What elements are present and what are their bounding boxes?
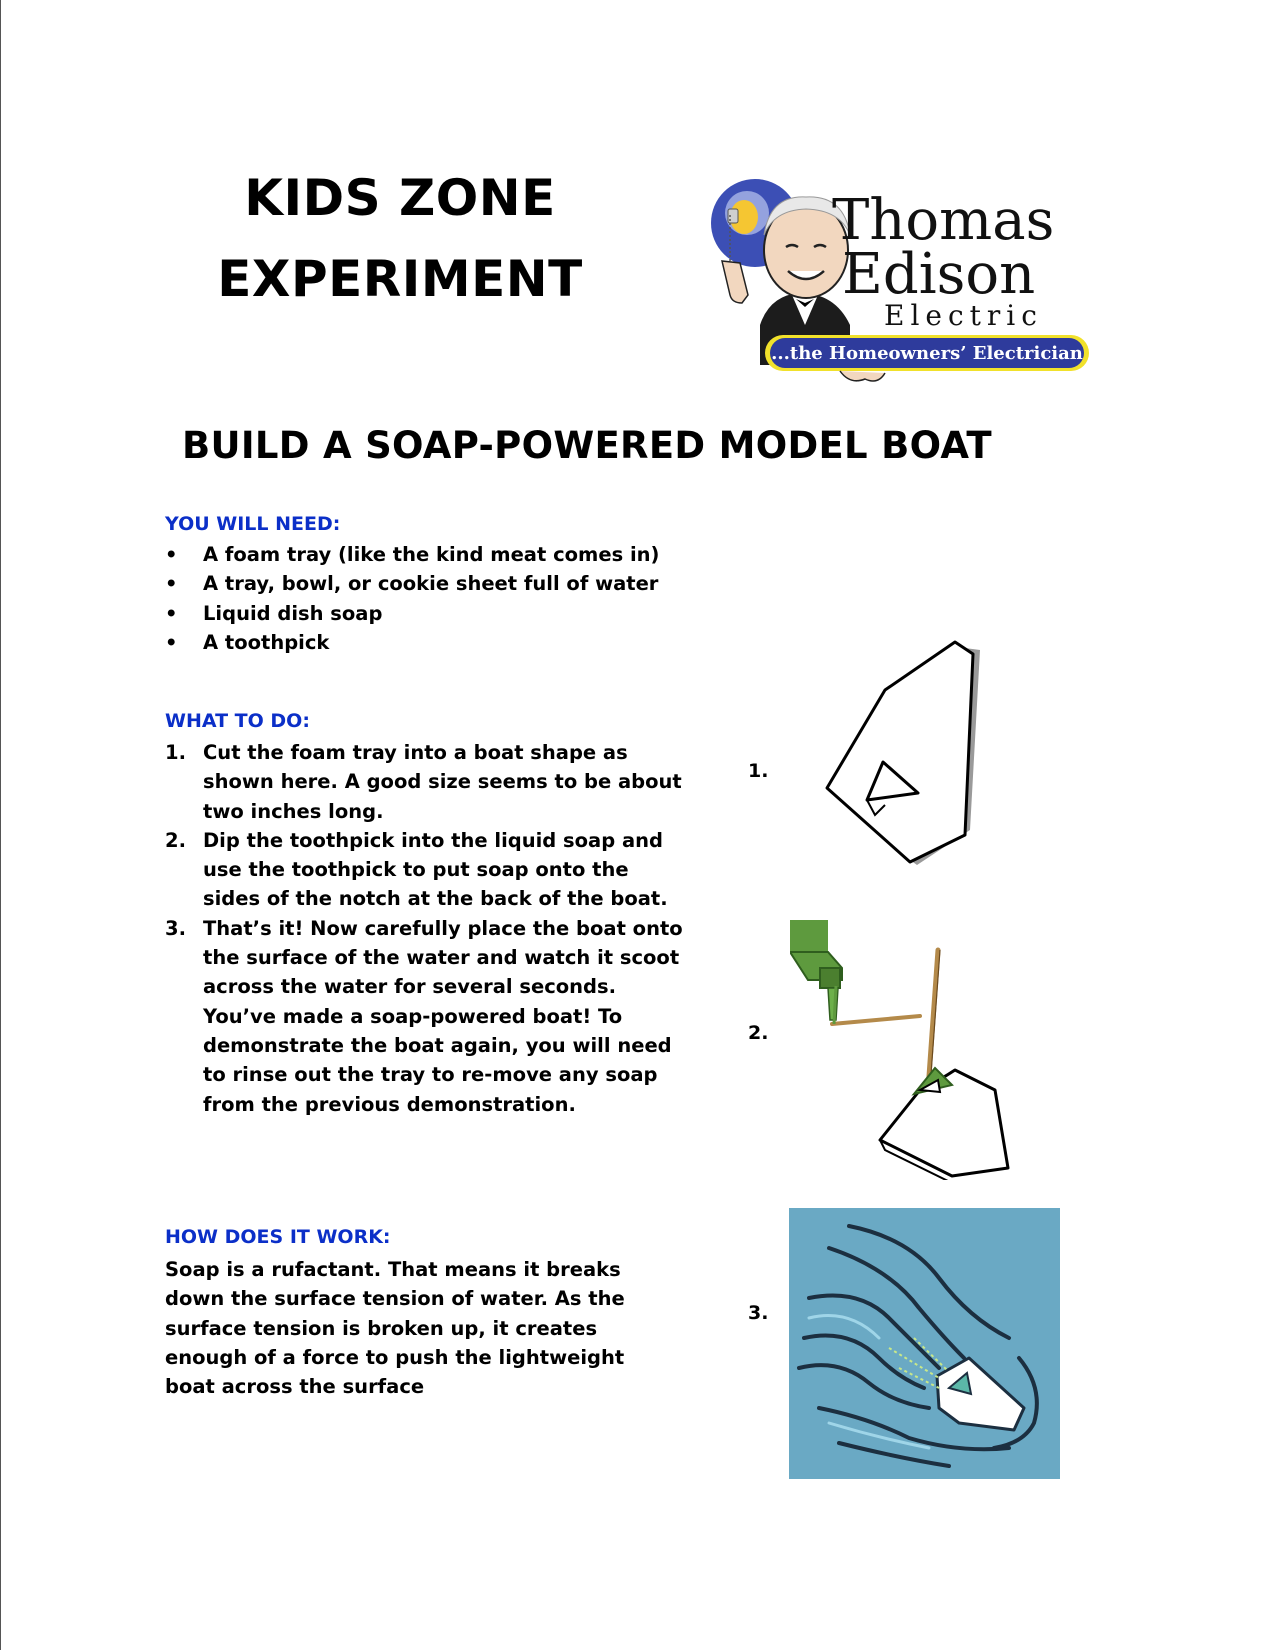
step-text: That’s it! Now carefully place the boat onto the surface of the water and watch it scoot across the water for several seconds. You’ve made a soap-powered boat! To demonstrate the boat again, you will need to rinse out the tray to re-move any soap from the previous demonstration. bbox=[203, 916, 683, 1116]
figure-label-3: 3. bbox=[748, 1302, 769, 1324]
page-edge bbox=[0, 0, 1, 1650]
what-to-do-heading: WHAT TO DO: bbox=[165, 710, 310, 732]
logo-name-line2: Edison bbox=[842, 242, 1036, 307]
boat-shape-illustration bbox=[815, 640, 1025, 880]
company-logo bbox=[700, 175, 1092, 405]
title-line-1: KIDS ZONE bbox=[244, 169, 556, 227]
list-item: • Liquid dish soap bbox=[165, 599, 725, 628]
title-line-2: EXPERIMENT bbox=[217, 250, 583, 308]
figure-label-2: 2. bbox=[748, 1022, 769, 1044]
soap-toothpick-illustration bbox=[790, 920, 1060, 1180]
step-text: Dip the toothpick into the liquid soap and use the toothpick to put soap onto the sides of the notch at the back of the boat. bbox=[203, 828, 668, 911]
step-item bbox=[165, 826, 685, 914]
page-subtitle: BUILD A SOAP-POWERED MODEL BOAT bbox=[182, 424, 992, 467]
explanation-text: Soap is a rufactant. That means it breaks down the surface tension of water. As the surface tension is broken up, it creates enough of a force to push the lightweight boat across the surface bbox=[165, 1258, 625, 1399]
logo-name-line3: Electric bbox=[884, 299, 1043, 332]
step-item bbox=[165, 914, 685, 1119]
list-item: • A tray, bowl, or cookie sheet full of water bbox=[165, 569, 725, 598]
materials-list bbox=[165, 540, 725, 657]
you-will-need-heading: YOU WILL NEED: bbox=[165, 513, 341, 535]
logo-tagline: ...the Homeowners’ Electrician bbox=[771, 343, 1083, 364]
boat-on-water-illustration bbox=[789, 1208, 1060, 1479]
step-number: 1. bbox=[165, 741, 186, 764]
logo-name-line1: Thomas bbox=[832, 188, 1055, 253]
steps-list bbox=[165, 738, 685, 1119]
list-item: • A foam tray (like the kind meat comes in) bbox=[165, 540, 725, 569]
step-text: Cut the foam tray into a boat shape as shown here. A good size seems to be about two inches long. bbox=[203, 741, 682, 823]
hand-icon bbox=[722, 261, 748, 303]
step-number: 2. bbox=[165, 828, 186, 852]
how-does-it-work-heading: HOW DOES IT WORK: bbox=[165, 1226, 391, 1248]
figure-label-1: 1. bbox=[748, 760, 769, 782]
boat-outline bbox=[827, 642, 973, 862]
toothpick-icon bbox=[832, 1016, 920, 1024]
step-number: 3. bbox=[165, 916, 186, 940]
list-item: • A toothpick bbox=[165, 628, 725, 657]
step-item bbox=[165, 738, 685, 826]
